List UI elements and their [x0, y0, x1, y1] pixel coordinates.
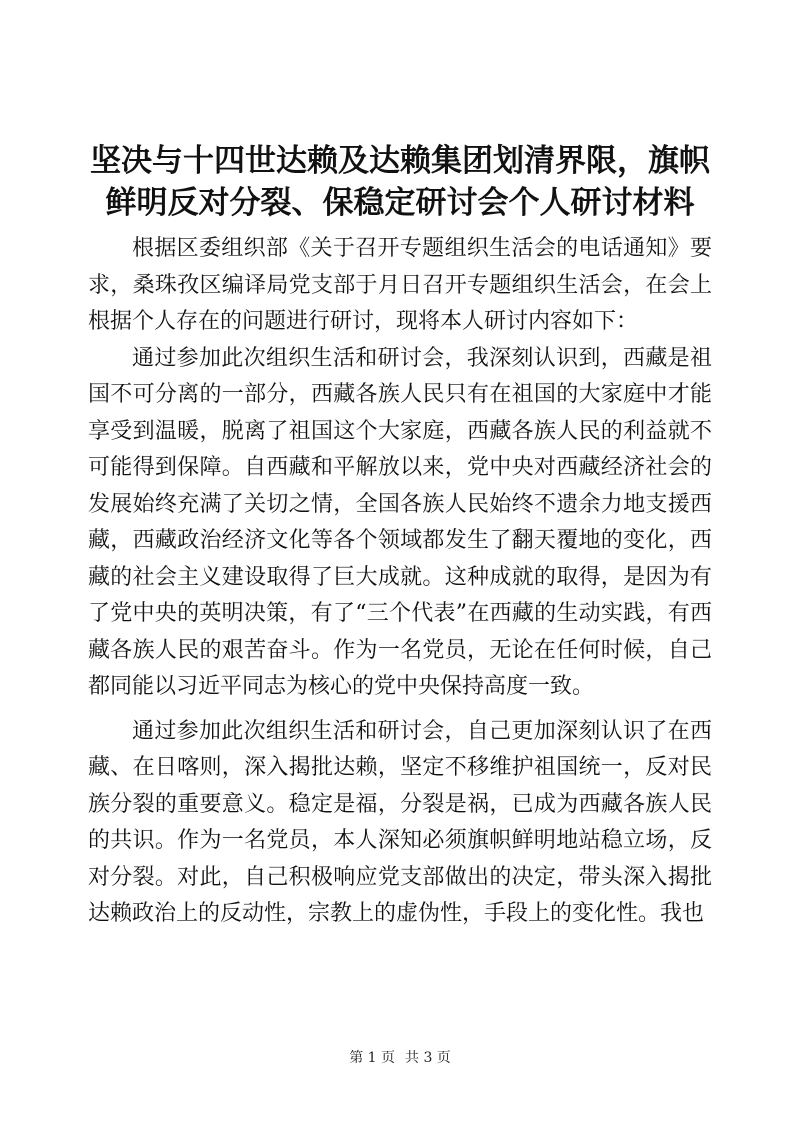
- page-total: 共 3 页: [405, 1050, 451, 1066]
- paragraph-understanding: 通过参加此次组织生活和研讨会，我深刻认识到，西藏是祖国不可分离的一部分，西藏各族人民只有在祖国的大家庭中才能享受到温暖，脱离了祖国这个大家庭，西藏各族人民的利益就不可能得到保障。自西藏和平解放以来，党中央对西藏经济社会的发展始终充满了关切之情，全国各族人民始终不遗余力地支援西藏，西藏政治经济文化等各个领域都发生了翻天覆地的变化，西藏的社会主义建设取得了巨大成就。这种成就的取得，是因为有了党中央的英明决策，有了“三个代表”在西藏的生动实践，有西藏各族人民的艰苦奋斗。作为一名党员，无论在任何时候，自己都同能以习近平同志为核心的党中央保持高度一致。: [88, 345, 712, 699]
- page-number: 第 1 页: [349, 1050, 395, 1066]
- document-title: [90, 140, 710, 224]
- title-line-1: 坚决与十四世达赖及达赖集团划清界限，旗帜: [90, 143, 710, 179]
- document-body: [88, 231, 712, 933]
- page-footer: [0, 1048, 800, 1068]
- title-line-2: 鲜明反对分裂、保稳定研讨会个人研讨材料: [105, 185, 695, 221]
- paragraph-intro: 根据区委组织部《关于召开专题组织生活会的电话通知》要求，桑珠孜区编译局党支部于月日召开专题组织生活会，在会上根据个人存在的问题进行研讨，现将本人研讨内容如下：: [88, 236, 712, 334]
- paragraph-anti-separatism: 通过参加此次组织生活和研讨会，自己更加深刻认识了在西藏、在日喀则，深入揭批达赖，坚定不移维护祖国统一，反对民族分裂的重要意义。稳定是福，分裂是祸，已成为西藏各族人民的共识。作为一名党员，本人深知必须旗帜鲜明地站稳立场，反对分裂。对此，自己积极响应党支部做出的决定，带头深入揭批达赖政治上的反动性，宗教上的虚伪性，手段上的变化性。我也: [88, 718, 712, 926]
